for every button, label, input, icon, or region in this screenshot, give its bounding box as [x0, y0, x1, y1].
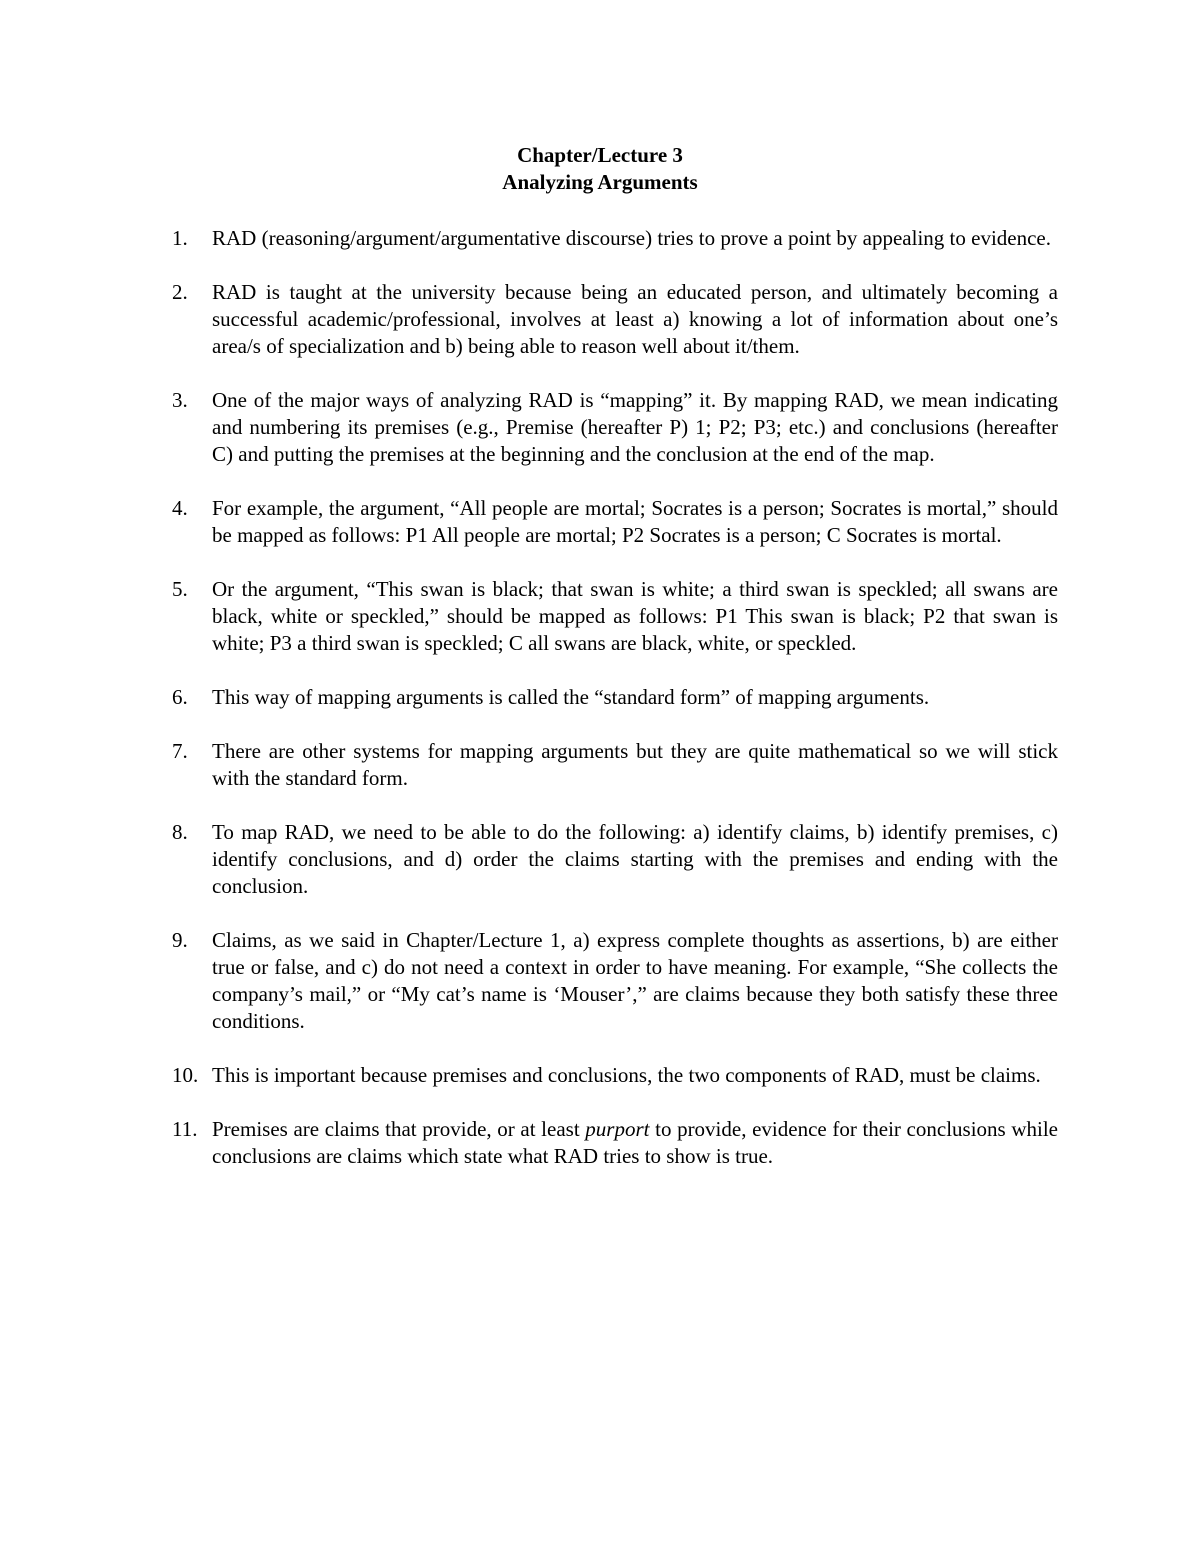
item-text: RAD is taught at the university because being an educated person, and ultimately becoming a successful academic/professional, involves at least a) knowing a lot of information about one’s area/s of specialization and b) being able to reason well about it/them. — [212, 280, 1058, 358]
item-number: 7. — [172, 739, 188, 763]
item-number: 5. — [172, 577, 188, 601]
list-item-6 — [172, 684, 1058, 711]
list-item-2 — [172, 279, 1058, 360]
list-item-9 — [172, 927, 1058, 1035]
title-chapter: Chapter/Lecture 3 — [517, 143, 683, 167]
item-number: 6. — [172, 685, 188, 709]
item-text: One of the major ways of analyzing RAD is “mapping” it. By mapping RAD, we mean indicating and numbering its premises (e.g., Premise (hereafter P) 1; P2; P3; etc.) and conclusions (hereafter C) and putting the premises at the beginning and the conclusion at the end of the map. — [212, 388, 1058, 466]
item-number: 11. — [172, 1117, 198, 1141]
item-text: Claims, as we said in Chapter/Lecture 1, a) express complete thoughts as assertions, b) are either true or false, and c) do not need a context in order to have meaning. For example, “She collects the company’s mail,” or “My cat’s name is ‘Mouser’,” are claims because they both satisfy these three conditions. — [212, 928, 1058, 1033]
item-text: RAD (reasoning/argument/argumentative discourse) tries to prove a point by appealing to evidence. — [212, 226, 1051, 250]
item-number: 9. — [172, 928, 188, 952]
list-item-11 — [172, 1116, 1058, 1170]
list-item-8 — [172, 819, 1058, 900]
item-text: Or the argument, “This swan is black; that swan is white; a third swan is speckled; all swans are black, white or speckled,” should be mapped as follows: P1 This swan is black; P2 that swan is white; P3 a third swan is speckled; C all swans are black, white, or speckled. — [212, 577, 1058, 655]
item-number: 4. — [172, 496, 188, 520]
title-subject: Analyzing Arguments — [502, 170, 698, 194]
document-title — [0, 142, 1200, 196]
item-text: For example, the argument, “All people are mortal; Socrates is a person; Socrates is mortal,” should be mapped as follows: P1 All people are mortal; P2 Socrates is a person; C Socrates is mortal. — [212, 496, 1058, 547]
item-text: To map RAD, we need to be able to do the following: a) identify claims, b) identify premises, c) identify conclusions, and d) order the claims starting with the premises and ending with the conclusion. — [212, 820, 1058, 898]
item-number: 2. — [172, 280, 188, 304]
item-number: 1. — [172, 226, 188, 250]
item-text: This is important because premises and conclusions, the two components of RAD, must be claims. — [212, 1063, 1041, 1087]
item-number: 8. — [172, 820, 188, 844]
list-item-4 — [172, 495, 1058, 549]
item-text-emphasis: purport — [585, 1117, 650, 1141]
list-item-7 — [172, 738, 1058, 792]
item-text — [212, 1116, 1058, 1170]
list-item-1 — [172, 225, 1058, 252]
item-number: 3. — [172, 388, 188, 412]
list-item-10 — [172, 1062, 1058, 1089]
list-item-3 — [172, 387, 1058, 468]
item-text-after-emphasis: to provide, evidence for their conclusions while conclusions are claims which state what RAD tries to show is true. — [212, 1117, 1058, 1168]
item-text: This way of mapping arguments is called the “standard form” of mapping arguments. — [212, 685, 930, 709]
item-text-before-emphasis: Premises are claims that provide, or at least — [212, 1117, 586, 1141]
list-item-5 — [172, 576, 1058, 657]
numbered-list — [172, 225, 1058, 1197]
item-text: There are other systems for mapping arguments but they are quite mathematical so we will stick with the standard form. — [212, 739, 1058, 790]
item-number: 10. — [172, 1063, 199, 1087]
